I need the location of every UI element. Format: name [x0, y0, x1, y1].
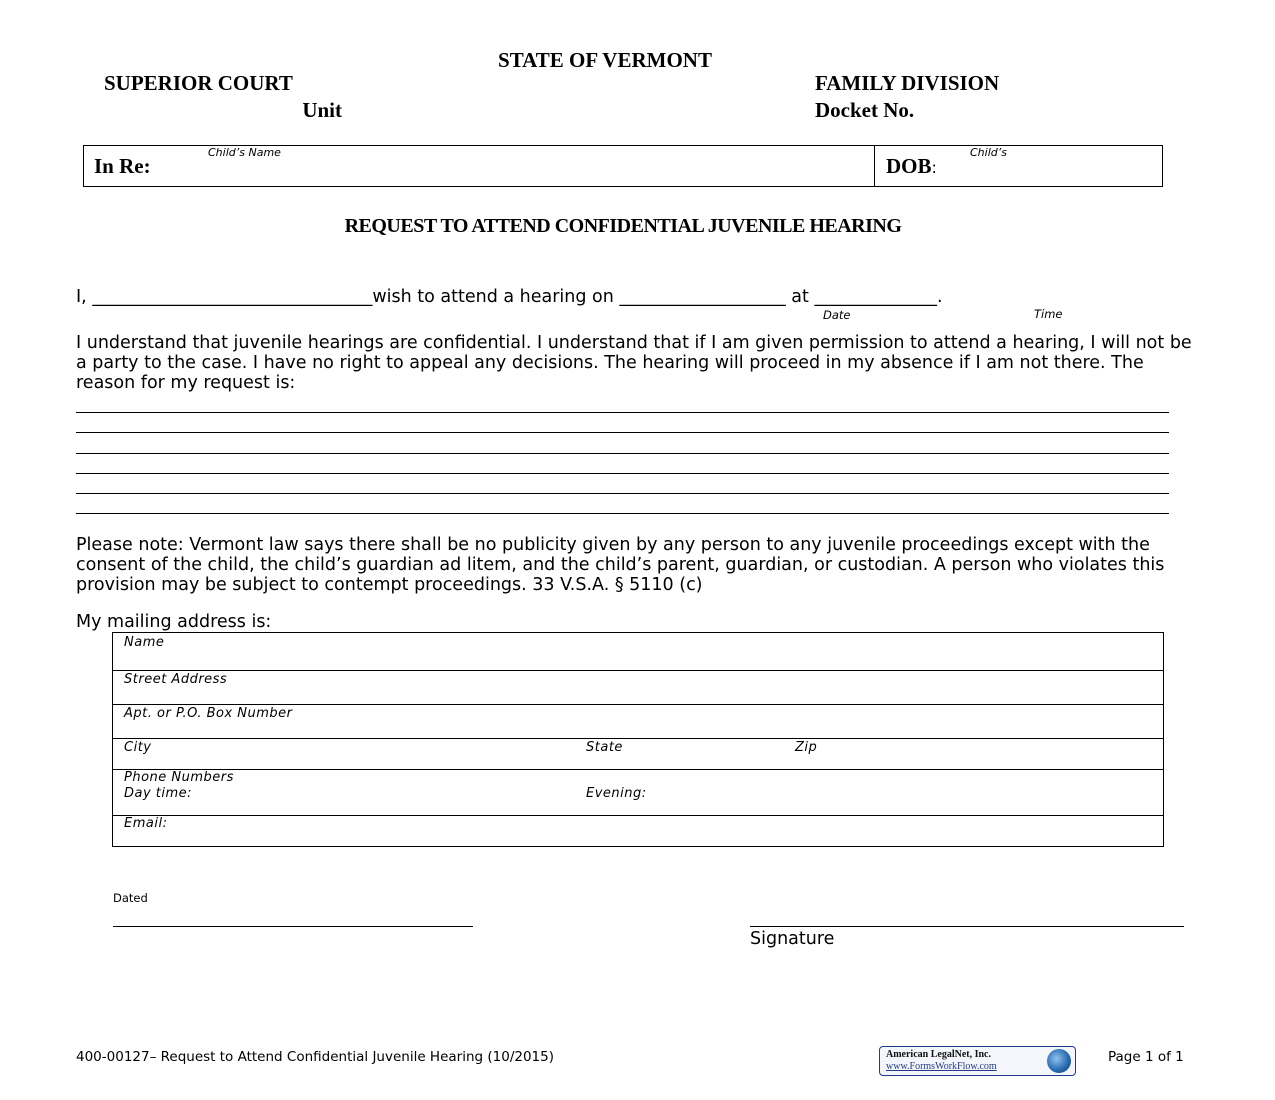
at-text: at — [791, 287, 809, 307]
in-re-label: In Re: — [94, 154, 151, 178]
understanding-paragraph: I understand that juvenile hearings are confidential. I understand that if I am given permission to attend a hearing, I will not be a party to the case. I have no right to appeal any decisions. The hearing will proceed in my absence if I am not there. The reason for my request is: — [76, 333, 1192, 393]
evening-field-label: Evening: — [586, 786, 647, 801]
name-field-label: Name — [124, 635, 165, 650]
page-number: Page 1 of 1 — [1108, 1049, 1184, 1065]
in-re-divider — [874, 146, 875, 186]
publicity-notice: Please note: Vermont law says there shall be no publicity given by any person to any juvenile proceedings except with the consent of the child, the child’s guardian ad litem, and the child’s parent, guardian, or custodian. A person who violates this provision may be subject to contempt proceedings. 33 V.S.A. § 5110 (c) — [76, 535, 1165, 595]
email-field-label: Email: — [124, 816, 168, 831]
form-id: 400-00127– Request to Attend Confidential Juvenile Hearing (10/2015) — [76, 1049, 554, 1065]
street-row[interactable] — [113, 671, 1163, 705]
phone-row[interactable] — [113, 770, 1163, 816]
date-sub-label: Date — [823, 308, 851, 322]
signature-line[interactable] — [750, 926, 1184, 927]
signature-label: Signature — [750, 929, 835, 949]
in-re-box — [83, 145, 1163, 187]
city-row[interactable] — [113, 739, 1163, 770]
street-field-label: Street Address — [124, 672, 228, 687]
childs-label: Child’s — [970, 146, 1007, 159]
unit-label: Unit — [302, 98, 342, 122]
state-field-label: State — [586, 740, 623, 755]
zip-field-label: Zip — [795, 740, 818, 755]
reason-line[interactable] — [76, 453, 1169, 454]
apt-field-label: Apt. or P.O. Box Number — [124, 706, 293, 721]
form-title: REQUEST TO ATTEND CONFIDENTIAL JUVENILE HEARING — [344, 215, 902, 237]
child-name-label: Child’s Name — [208, 146, 281, 159]
phone-field-label: Phone Numbers — [124, 770, 234, 785]
apt-row[interactable] — [113, 705, 1163, 739]
time-blank[interactable]: ______________. — [814, 287, 943, 307]
dob-text: DOB — [886, 154, 932, 178]
dated-label: Dated — [113, 891, 148, 905]
date-blank[interactable]: ___________________ — [619, 287, 786, 307]
city-field-label: City — [124, 740, 152, 755]
wish-text: wish to attend a hearing on — [372, 287, 614, 307]
logo-company-name: American LegalNet, Inc. — [886, 1049, 991, 1060]
dated-line[interactable] — [113, 926, 473, 927]
email-row[interactable] — [113, 816, 1163, 847]
reason-line[interactable] — [76, 513, 1169, 514]
court-heading: SUPERIOR COURT — [104, 71, 293, 95]
globe-icon — [1047, 1049, 1071, 1073]
reason-line[interactable] — [76, 412, 1169, 413]
state-heading: STATE OF VERMONT — [498, 48, 712, 72]
docket-label: Docket No. — [815, 98, 915, 122]
reason-line[interactable] — [76, 493, 1169, 494]
attend-prefix: I, — [76, 287, 87, 307]
logo-url[interactable]: www.FormsWorkFlow.com — [886, 1061, 997, 1072]
division-heading: FAMILY DIVISION — [815, 71, 1000, 95]
time-sub-label: Time — [1034, 307, 1063, 321]
attend-line — [76, 287, 943, 307]
reason-line[interactable] — [76, 473, 1169, 474]
legalnet-logo[interactable] — [879, 1046, 1076, 1076]
dob-label — [886, 154, 937, 179]
daytime-field-label: Day time: — [124, 786, 193, 801]
address-table — [112, 632, 1164, 847]
name-blank[interactable]: ________________________________ — [92, 287, 373, 307]
name-row[interactable] — [113, 633, 1163, 671]
mailing-heading: My mailing address is: — [76, 612, 272, 632]
reason-line[interactable] — [76, 432, 1169, 433]
dob-colon: : — [931, 158, 937, 177]
